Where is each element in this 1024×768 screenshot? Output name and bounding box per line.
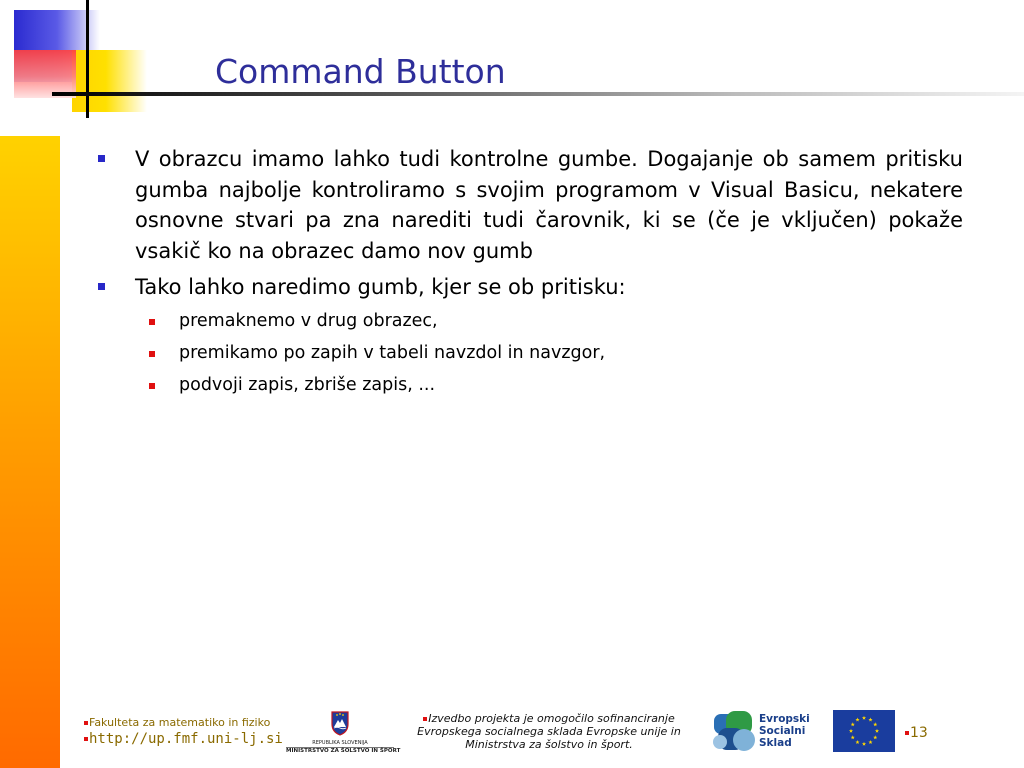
esf-line-1: Evropski <box>759 713 810 725</box>
funding-note-text: Izvedbo projekta je omogočilo sofinanciranje Evropskega socialnega sklada Evropske unije in Ministrstva za šolstvo in šport. <box>417 712 681 751</box>
blue-square-bullet-icon <box>98 283 105 290</box>
red-square-bullet-icon <box>149 351 155 357</box>
bullet-item <box>98 144 963 266</box>
bullet-text: Tako lahko naredimo gumb, kjer se ob pritisku: <box>135 275 626 299</box>
funding-note <box>408 712 690 751</box>
esf-logo <box>712 710 812 754</box>
red-square-bullet-icon <box>149 383 155 389</box>
slide-content <box>98 144 963 405</box>
bullet-text: V obrazcu imamo lahko tudi kontrolne gumbe. Dogajanje ob samem pritisku gumba najbolje kontroliramo s svojim programom v Visual Basicu, nekatere osnovne stvari pa zna narediti tudi čarovnik, ki se (če je vključen) pokaže vsakič ko na obrazec damo nov gumb <box>135 147 963 263</box>
left-gradient-sidebar <box>0 136 60 768</box>
blue-square-bullet-icon <box>98 155 105 162</box>
eu-flag-icon <box>833 710 895 752</box>
page-number-text: 13 <box>910 725 928 741</box>
footer-url[interactable] <box>84 730 283 748</box>
ministry-logo <box>286 710 401 758</box>
ministry-name: MINISTRSTVO ZA ŠOLSTVO IN ŠPORT <box>286 748 401 754</box>
esf-line-3: Sklad <box>759 737 792 749</box>
esf-logo-icon <box>712 710 758 754</box>
decor-red-square <box>14 50 76 98</box>
bullet-item <box>98 272 963 303</box>
decor-yellow-square <box>72 50 147 112</box>
title-underline <box>52 92 1024 96</box>
slide-title: Command Button <box>215 52 506 91</box>
ministry-country: REPUBLIKA SLOVENIJA <box>312 740 368 746</box>
red-square-bullet-icon <box>149 319 155 325</box>
esf-line-2: Socialni <box>759 725 806 737</box>
sub-bullet-item <box>98 373 963 397</box>
page-number <box>905 725 928 741</box>
sub-bullet-item <box>98 341 963 365</box>
eu-flag <box>833 710 895 752</box>
red-square-bullet-icon <box>423 717 427 721</box>
esf-logo-text <box>759 713 810 749</box>
red-square-bullet-icon <box>84 721 88 725</box>
slovenia-coat-of-arms-icon <box>330 710 350 736</box>
sub-bullet-text: premaknemo v drug obrazec, <box>179 310 438 331</box>
footer-url-link[interactable]: http://up.fmf.uni-lj.si <box>89 731 283 747</box>
sub-bullet-text: podvoji zapis, zbriše zapis, ... <box>179 374 436 395</box>
sub-bullet-text: premikamo po zapih v tabeli navzdol in navzgor, <box>179 342 606 363</box>
decor-vertical-line <box>86 0 89 118</box>
footer-institution <box>84 716 283 730</box>
red-square-bullet-icon <box>905 731 909 735</box>
red-square-bullet-icon <box>84 737 88 741</box>
footer-institution-text: Fakulteta za matematiko in fiziko <box>89 716 271 729</box>
sub-bullet-item <box>98 309 963 333</box>
footer-left <box>84 716 283 748</box>
